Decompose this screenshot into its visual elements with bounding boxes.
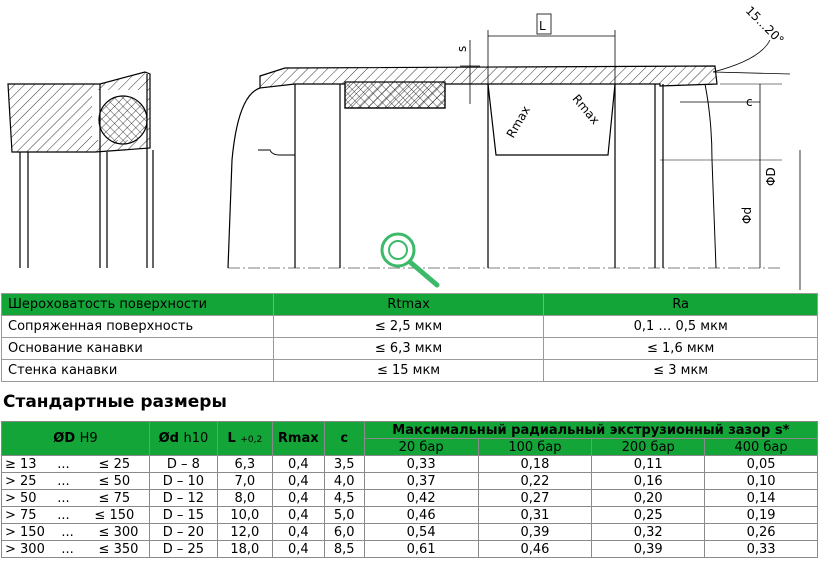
- std-body: [2, 456, 818, 558]
- surface-name: Стенка канавки: [2, 360, 274, 382]
- table-row: [2, 524, 818, 541]
- cell-D: > 300 ... ≤ 350: [2, 541, 150, 558]
- cell-d: D – 10: [149, 473, 217, 490]
- cell-c: 3,5: [324, 456, 364, 473]
- cell-D: ≥ 13 ... ≤ 25: [2, 456, 150, 473]
- cell-gap-20: 0,37: [364, 473, 478, 490]
- ra-value: ≤ 3 мкм: [544, 360, 818, 382]
- cell-gap-400: 0,26: [705, 524, 818, 541]
- roughness-table: [1, 293, 818, 382]
- cell-L: 18,0: [217, 541, 272, 558]
- pressure-200: 200 бар: [592, 439, 705, 456]
- cell-gap-400: 0,14: [705, 490, 818, 507]
- cell-D: > 150 ... ≤ 300: [2, 524, 150, 541]
- label-L: L: [539, 19, 546, 33]
- label-angle: 15...20°: [742, 3, 787, 48]
- table-row: [2, 507, 818, 524]
- header-gap: Максимальный радиальный экструзионный зазор s*: [364, 422, 817, 439]
- label-d: Φd: [740, 206, 754, 224]
- ra-value: ≤ 1,6 мкм: [544, 338, 818, 360]
- cell-gap-400: 0,10: [705, 473, 818, 490]
- cell-gap-200: 0,25: [592, 507, 705, 524]
- cell-gap-20: 0,42: [364, 490, 478, 507]
- cell-L: 10,0: [217, 507, 272, 524]
- cell-gap-400: 0,05: [705, 456, 818, 473]
- header-rmax: Rmax: [272, 422, 324, 456]
- roughness-header-row: [2, 294, 818, 316]
- cell-gap-200: 0,20: [592, 490, 705, 507]
- header-rtmax: Rtmax: [273, 294, 544, 316]
- rtmax-value: ≤ 15 мкм: [273, 360, 544, 382]
- cell-D: > 75 ... ≤ 150: [2, 507, 150, 524]
- cell-gap-100: 0,27: [478, 490, 592, 507]
- cell-d: D – 8: [149, 456, 217, 473]
- standard-sizes-table: [1, 421, 818, 558]
- cell-d: D – 25: [149, 541, 217, 558]
- ra-value: 0,1 … 0,5 мкм: [544, 316, 818, 338]
- pressure-400: 400 бар: [705, 439, 818, 456]
- cell-c: 6,0: [324, 524, 364, 541]
- cell-gap-20: 0,54: [364, 524, 478, 541]
- table-row: [2, 490, 818, 507]
- table-row: [2, 456, 818, 473]
- cell-c: 4,5: [324, 490, 364, 507]
- left-section-view: [8, 72, 153, 268]
- table-row: [2, 360, 818, 382]
- label-D: ΦD: [764, 167, 778, 186]
- cell-gap-100: 0,31: [478, 507, 592, 524]
- magnifier-icon[interactable]: [382, 234, 437, 285]
- std-header-row: [2, 422, 818, 439]
- cell-gap-20: 0,61: [364, 541, 478, 558]
- surface-name: Основание канавки: [2, 338, 274, 360]
- cell-gap-100: 0,22: [478, 473, 592, 490]
- cell-L: 12,0: [217, 524, 272, 541]
- cell-gap-100: 0,18: [478, 456, 592, 473]
- cell-gap-400: 0,19: [705, 507, 818, 524]
- header-ra: Ra: [544, 294, 818, 316]
- label-s: s: [455, 45, 469, 52]
- section-title: Стандартные размеры: [3, 392, 227, 412]
- cell-d: D – 20: [149, 524, 217, 541]
- cell-c: 8,5: [324, 541, 364, 558]
- cell-rmax: 0,4: [272, 507, 324, 524]
- pressure-20: 20 бар: [364, 439, 478, 456]
- label-c: c: [746, 95, 753, 109]
- table-row: [2, 338, 818, 360]
- cell-gap-20: 0,33: [364, 456, 478, 473]
- table-row: [2, 473, 818, 490]
- cell-gap-200: 0,32: [592, 524, 705, 541]
- cell-c: 4,0: [324, 473, 364, 490]
- right-section-view: [228, 66, 782, 268]
- header-d: Ød h10: [149, 422, 217, 456]
- cell-gap-200: 0,11: [592, 456, 705, 473]
- header-L: L +0,2: [217, 422, 272, 456]
- header-c: c: [324, 422, 364, 456]
- cell-gap-20: 0,46: [364, 507, 478, 524]
- cell-rmax: 0,4: [272, 473, 324, 490]
- table-row: [2, 316, 818, 338]
- cell-L: 7,0: [217, 473, 272, 490]
- cell-L: 6,3: [217, 456, 272, 473]
- cell-gap-200: 0,39: [592, 541, 705, 558]
- cell-rmax: 0,4: [272, 456, 324, 473]
- table-row: [2, 541, 818, 558]
- header-roughness: Шероховатость поверхности: [2, 294, 274, 316]
- dimension-labels: [455, 3, 787, 224]
- label-rmax-1: Rmax: [503, 103, 534, 141]
- cell-gap-200: 0,16: [592, 473, 705, 490]
- cell-gap-400: 0,33: [705, 541, 818, 558]
- label-rmax-2: Rmax: [569, 91, 603, 128]
- cell-d: D – 12: [149, 490, 217, 507]
- cell-rmax: 0,4: [272, 490, 324, 507]
- cell-rmax: 0,4: [272, 541, 324, 558]
- cell-d: D – 15: [149, 507, 217, 524]
- cell-gap-100: 0,46: [478, 541, 592, 558]
- rtmax-value: ≤ 2,5 мкм: [273, 316, 544, 338]
- cell-gap-100: 0,39: [478, 524, 592, 541]
- surface-name: Сопряженная поверхность: [2, 316, 274, 338]
- pressure-100: 100 бар: [478, 439, 592, 456]
- cell-D: > 50 ... ≤ 75: [2, 490, 150, 507]
- rtmax-value: ≤ 6,3 мкм: [273, 338, 544, 360]
- header-D: ØD H9: [2, 422, 150, 456]
- cell-L: 8,0: [217, 490, 272, 507]
- cell-D: > 25 ... ≤ 50: [2, 473, 150, 490]
- cell-c: 5,0: [324, 507, 364, 524]
- cell-rmax: 0,4: [272, 524, 324, 541]
